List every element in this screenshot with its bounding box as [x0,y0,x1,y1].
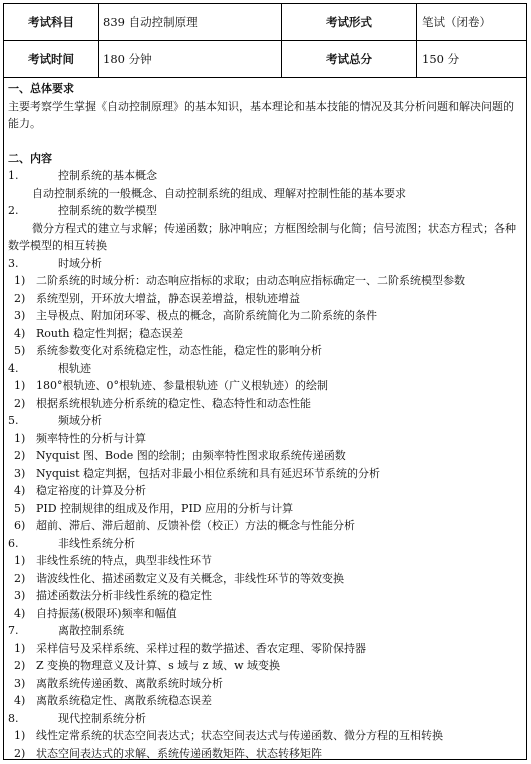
topic-heading [8,167,523,185]
list-item [8,517,523,535]
section-2-title: 二、内容 [8,151,52,165]
time-value: 180 分钟 [99,41,282,77]
item-text: 系统参数变化对系统稳定性，动态性能，稳定性的影响分析 [36,344,322,357]
item-number: 4) [14,326,26,340]
topic-heading [8,202,523,220]
item-text: 根据系统根轨迹分析系统的稳定性、稳态特性和动态性能 [36,396,311,410]
item-text: Routh 稳定性判据；稳态误差 [36,326,183,340]
item-text: 稳定裕度的计算及分析 [36,484,146,497]
score-value: 150 分 [422,52,460,66]
topic-heading [8,255,523,273]
list-item [8,325,523,343]
list-item [8,342,523,360]
syllabus-content [4,78,526,762]
item-text: 自持振荡(极限环)频率和幅值 [36,606,177,620]
item-text: 频率特性的分析与计算 [36,431,146,445]
item-number: 1) [14,554,26,567]
list-item [8,272,523,290]
list-item [8,500,523,518]
topic-heading [8,360,523,378]
topic-title: 控制系统的数学模型 [58,204,157,217]
list-item [8,482,523,500]
header-row-1 [4,4,526,41]
time-label: 考试时间 [4,41,99,77]
item-text: PID 控制规律的组成及作用，PID 应用的分析与计算 [36,501,294,515]
list-item [8,587,523,605]
format-value: 笔试（闭卷） [422,15,491,29]
exam-syllabus-table [3,3,527,760]
item-number: 6) [14,519,26,532]
topic-title: 控制系统的基本概念 [58,169,157,182]
list-item [8,290,523,308]
topic-heading [8,412,523,430]
topic-number: 1. [8,169,19,182]
topic-heading [8,622,523,640]
item-text: 线性定常系统的状态空间表达式；状态空间表达式与传递函数、微分方程的互相转换 [36,729,443,742]
topic-number: 2. [8,204,19,217]
topic-heading [8,710,523,728]
topic-title: 根轨迹 [58,361,91,375]
item-text: 描述函数法分析非线性系统的稳定性 [36,589,212,602]
item-text: 状态空间表达式的求解、系统传递函数矩阵、状态转移矩阵 [36,746,322,760]
topic-description: 微分方程式的建立与求解；传递函数；脉冲响应；方框图绘制与化简；信号流图；状态方程式；各种数学模型的相互转换 [8,221,516,252]
list-item [8,395,523,413]
section-1-title: 一、总体要求 [8,82,74,95]
item-text: 离散系统稳定性、离散系统稳态误差 [36,694,212,707]
item-number: 3) [14,589,26,602]
section-1-text: 主要考察学生掌握《自动控制原理》的基本知识，基本理论和基本技能的情况及其分析问题和解决问题的能力。 [8,99,514,130]
item-number: 1) [14,274,26,287]
topic-title: 离散控制系统 [58,624,124,637]
list-item [8,657,523,675]
item-number: 3) [14,676,26,690]
topic-number: 6. [8,536,19,550]
item-text: 超前、滞后、滞后超前、反馈补偿（校正）方法的概念与性能分析 [36,519,355,532]
item-number: 4) [14,694,26,707]
topic-heading [8,535,523,553]
list-item [8,377,523,395]
item-number: 3) [14,466,26,480]
list-item [8,675,523,693]
item-text: Z 变换的物理意义及计算、s 域与 z 域、w 域变换 [36,659,280,672]
list-item [8,727,523,745]
topic-number: 4. [8,361,19,375]
item-text: 谐波线性化、描述函数定义及有关概念，非线性环节的等效变换 [36,571,344,585]
item-text: Nyquist 图、Bode 图的绘制；由频率特性图求取系统传递函数 [36,449,346,462]
list-item [8,447,523,465]
item-text: 非线性系统的特点，典型非线性环节 [36,554,212,567]
item-text: 采样信号及采样系统、采样过程的数学描述、香农定理、零阶保持器 [36,641,366,655]
item-number: 2) [14,291,26,305]
subject-value: 839 自动控制原理 [99,4,282,40]
item-text: 系统型别，开环放大增益，静态误差增益，根轨迹增益 [36,291,300,305]
item-number: 1) [14,641,26,655]
list-item [8,307,523,325]
item-number: 1) [14,431,26,445]
topic-description: 自动控制系统的一般概念、自动控制系统的组成、理解对控制性能的基本要求 [32,186,406,200]
item-number: 1) [14,729,26,742]
item-text: 180°根轨迹、0°根轨迹、参量根轨迹（广义根轨迹）的绘制 [36,379,328,392]
item-number: 1) [14,379,26,392]
list-item [8,640,523,658]
item-text: 主导极点、附加闭环零、极点的概念，高阶系统简化为二阶系统的条件 [36,309,377,322]
item-number: 5) [14,501,26,515]
item-number: 4) [14,606,26,620]
list-item [8,692,523,710]
item-text: Nyquist 稳定判据，包括对非最小相位系统和具有延迟环节系统的分析 [36,466,381,480]
topic-title: 非线性系统分析 [58,536,135,550]
item-text: 离散系统传递函数、离散系统时域分析 [36,676,223,690]
subject-label: 考试科目 [4,4,99,40]
header-row-2 [4,41,526,78]
format-label: 考试形式 [282,4,417,40]
score-label: 考试总分 [282,41,417,77]
item-number: 2) [14,571,26,585]
list-item [8,605,523,623]
item-number: 2) [14,449,26,462]
item-number: 2) [14,396,26,410]
item-number: 3) [14,309,26,322]
topic-title: 现代控制系统分析 [58,711,146,725]
topic-title: 时域分析 [58,256,102,270]
topic-number: 5. [8,414,19,427]
list-item [8,570,523,588]
list-item [8,552,523,570]
topic-list [8,167,523,762]
list-item [8,745,523,763]
topic-number: 7. [8,624,19,637]
topic-number: 3. [8,256,19,270]
item-number: 2) [14,746,26,760]
list-item [8,465,523,483]
item-number: 4) [14,484,26,497]
item-text: 二阶系统的时域分析：动态响应指标的求取；由动态响应指标确定一、二阶系统模型参数 [36,274,465,287]
item-number: 2) [14,659,26,672]
item-number: 5) [14,344,26,357]
topic-number: 8. [8,711,19,725]
topic-title: 频域分析 [58,414,102,427]
list-item [8,430,523,448]
